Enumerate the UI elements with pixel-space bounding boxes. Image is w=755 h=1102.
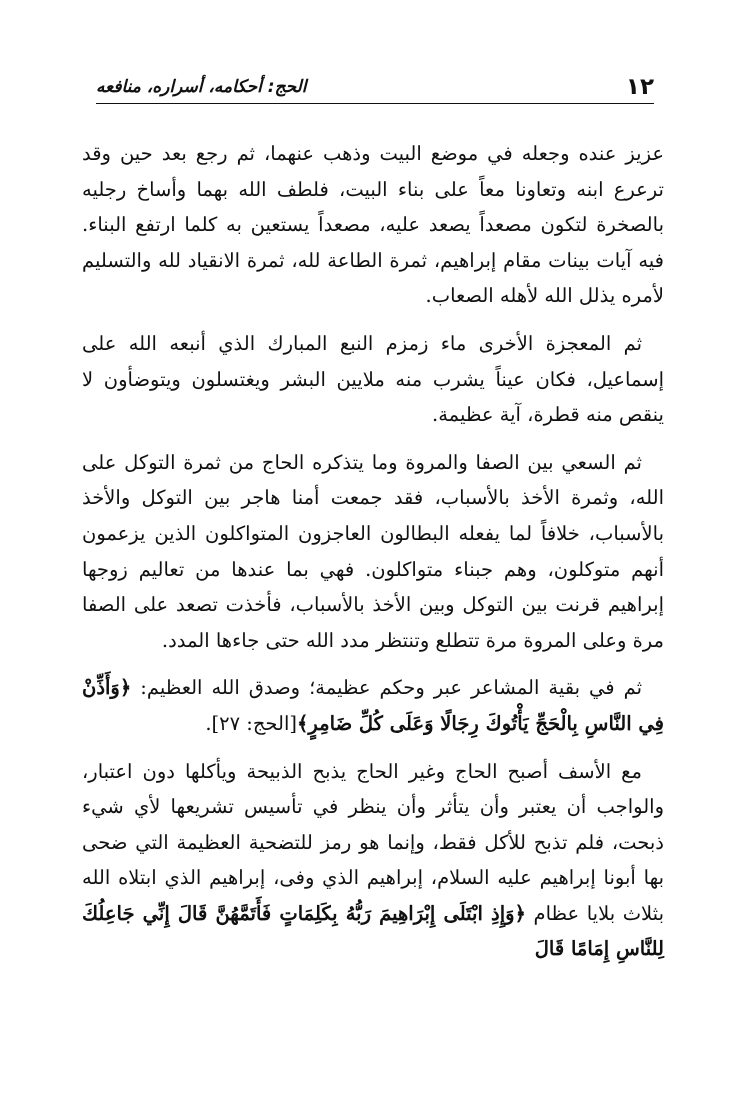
verse-citation: [الحج: ٢٧]. [205, 711, 297, 735]
header-rule [96, 103, 654, 104]
page-header [96, 74, 654, 104]
running-title: الحج: أحكامه، أسراره، منافعه [96, 77, 307, 97]
paragraph-5-text: مع الأسف أصبح الحاج وغير الحاج يذبح الذبيحة ويأكلها دون اعتبار، والواجب أن يعتبر وأن يتأثر وأن ينظر في تأسيس تشريعها لأي شيء ذبحت، فلم تذبح للأكل فقط، وإنما هو رمز للتضحية العظيمة التي ضحى بها أبونا إبراهيم عليه السلام، إبراهيم الذي وفى، إبراهيم الذي ابتلاه الله بثلاث بلايا عظام [82, 759, 664, 925]
page-number: ١٢ [625, 74, 654, 100]
quran-verse: ﴿وَإِذِ ابْتَلَى إِبْرَاهِيمَ رَبُّهُ بِكَلِمَاتٍ فَأَتَمَّهُنَّ قَالَ إِنِّي جَاعِلُكَ لِلنَّاسِ إِمَامًا قَالَ [82, 901, 664, 961]
paragraph-4-text: ثم في بقية المشاعر عبر وحكم عظيمة؛ وصدق الله العظيم: [131, 676, 642, 700]
body-text [82, 136, 664, 979]
paragraph-4 [82, 670, 664, 741]
paragraph-5 [82, 754, 664, 968]
paragraph-2: ثم المعجزة الأخرى ماء زمزم النبع المبارك الذي أنبعه الله على إسماعيل، فكان عيناً يشرب منه ملايين البشر ويغتسلون ويتوضأون لا ينقص منه قطرة، آية عظيمة. [82, 331, 664, 427]
paragraph-3: ثم السعي بين الصفا والمروة وما يتذكره الحاج من ثمرة التوكل على الله، وثمرة الأخذ بالأسباب، فقد جمعت أمنا هاجر بين التوكل والأخذ بالأسباب، خلافاً لما يفعله البطالون العاجزون المتواكلون الذين يزعمون أنهم متوكلون، وهم جبناء متواكلون. فهي بما عندها من تعاليم زوجها إبراهيم قرنت بين التوكل وبين الأخذ بالأسباب، فأخذت تصعد على الصفا مرة وعلى المروة مرة تتطلع وتنتظر مدد الله حتى جاءها المدد. [82, 450, 664, 652]
paragraph-1: عزيز عنده وجعله في موضع البيت وذهب عنهما، ثم رجع بعد حين وقد ترعرع ابنه وتعاونا معاً على بناء البيت، فلطف الله بهما وأساخ رجليه بالصخرة لتكون مصعداً يصعد عليه، مصعداً يستعين به كلما ارتفع البناء. فيه آيات بينات مقام إبراهيم، ثمرة الطاعة لله، ثمرة الانقياد لله والتسليم لأمره يذلل الله لأهله الصعاب. [82, 142, 664, 308]
quran-verse: ﴿وَأَذِّنْ فِي النَّاسِ بِالْحَجِّ يَأْتُوكَ رِجَالًا وَعَلَى كُلِّ ضَامِرٍ﴾ [82, 676, 664, 735]
